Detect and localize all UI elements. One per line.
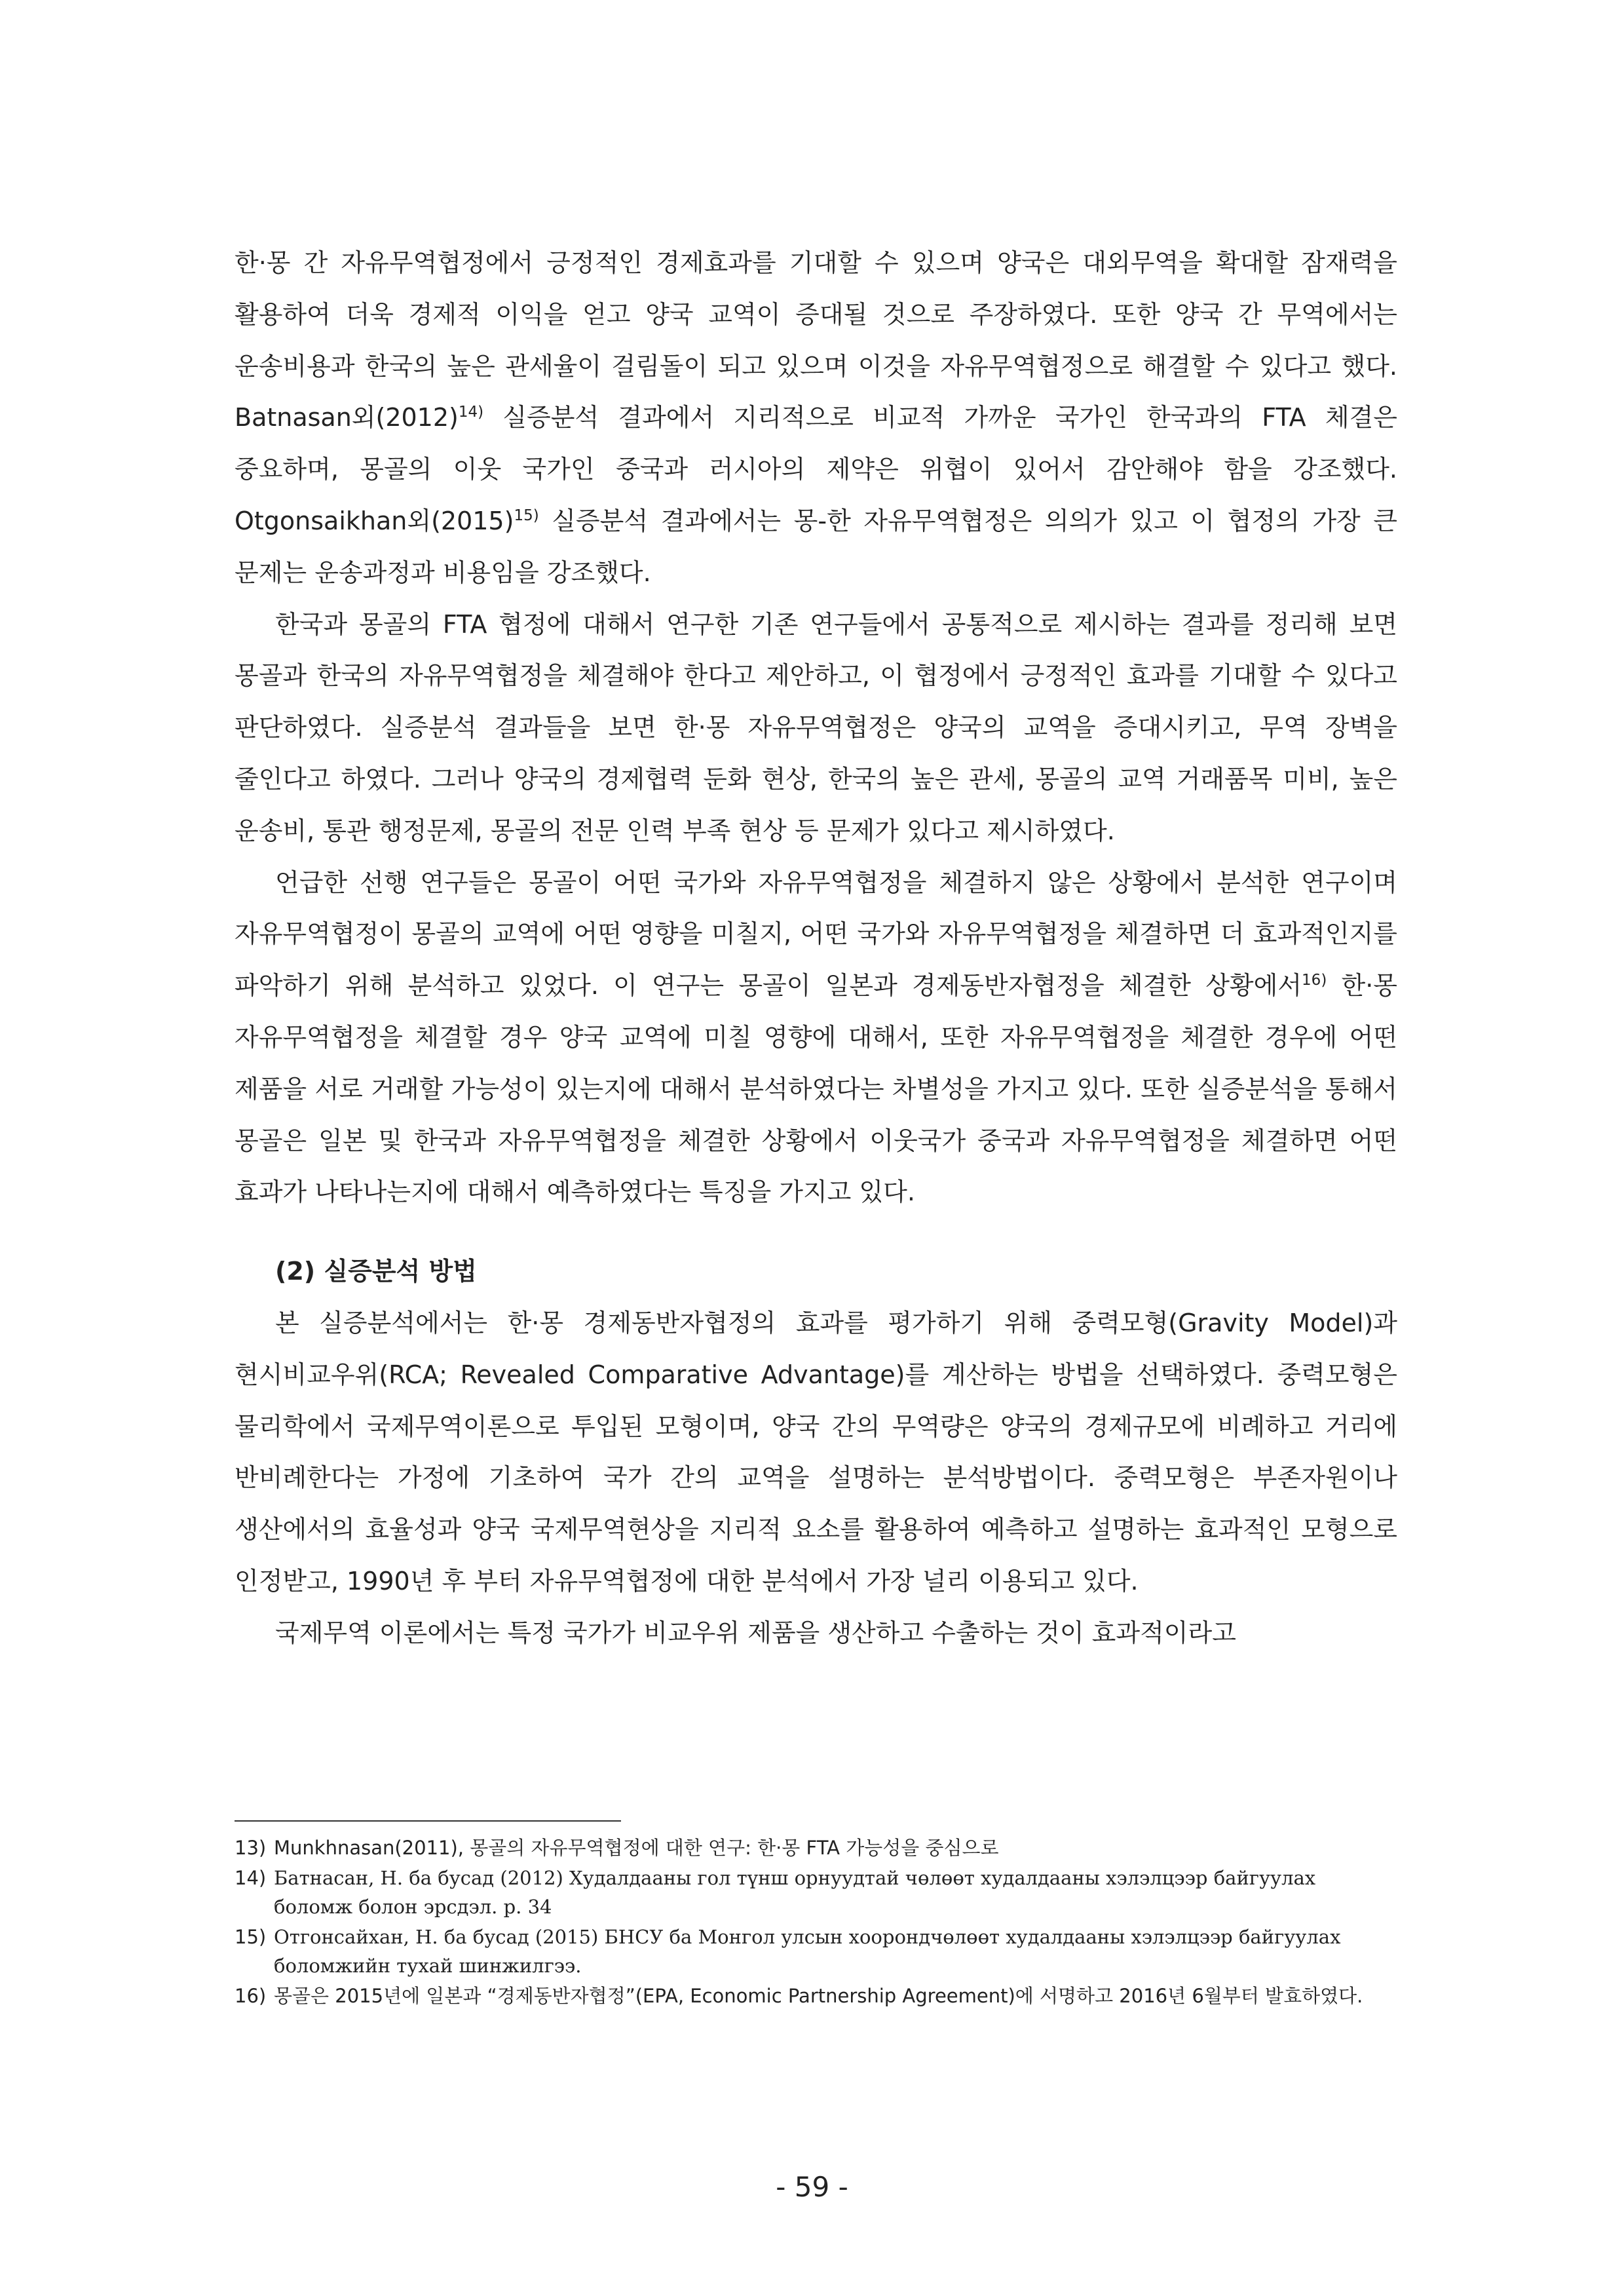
section-heading: (2) 실증분석 방법 <box>275 1257 477 1286</box>
footnote-ref-14[interactable]: 14) <box>458 404 484 421</box>
page-number: - 59 - <box>776 2171 848 2203</box>
footnote-text: Munkhnasan(2011), 몽골의 자유무역협정에 대한 연구: 한·몽 FTA 가능성을 중심으로 <box>274 1837 999 1859</box>
footnote-text: 몽골은 2015년에 일본과 “경제동반자협정”(EPA, Economic Partnership Agreement)에 서명하고 2016년 6월부터 발효하였다. <box>274 1985 1363 2007</box>
footnotes <box>235 1820 1397 2012</box>
footnote-text: Отгонсайхан, Н. ба бусад (2015) БНСУ ба Монгол улсын хоорондчөлөөт худалдааны хэлэлцээр байгуулах боломжийн тухай шинжилгээ. <box>274 1926 1341 1977</box>
paragraph-3-text-b: 한·몽 자유무역협정을 체결할 경우 양국 교역에 미칠 영향에 대해서, 또한 자유무역협정을 체결한 경우에 어떤 제품을 서로 거래할 가능성이 있는지에 대해서 분석하였다는 차별성을 가지고 있다. 또한 실증분석을 통해서 몽골은 일본 및 한국과 자유무역협정을 체결한 상황에서 이웃국가 중국과 자유무역협정을 체결하면 어떤 효과가 나타나는지에 대해서 예측하였다는 특징을 가지고 있다. <box>235 971 1397 1207</box>
footnote-ref-15[interactable]: 15) <box>514 507 539 524</box>
footnote-13 <box>235 1833 1397 1862</box>
footnote-ref-16[interactable]: 16) <box>1302 972 1327 989</box>
footnote-number: 13) <box>235 1837 267 1859</box>
footnote-14 <box>235 1864 1397 1921</box>
paragraph-1-text-b: 실증분석 결과에서 지리적으로 비교적 가까운 국가인 한국과의 FTA 체결은 중요하며, 몽골의 이웃 국가인 중국과 러시아의 제약은 위협이 있어서 감안해야 함을 강조했다. Otgonsaikhan외(2015) <box>235 403 1397 535</box>
paragraph-3 <box>235 857 1397 1219</box>
footnote-number: 16) <box>235 1985 267 2007</box>
paragraph-2: 한국과 몽골의 FTA 협정에 대해서 연구한 기존 연구들에서 공통적으로 제시하는 결과를 정리해 보면 몽골과 한국의 자유무역협정을 체결해야 한다고 제안하고, 이 협정에서 긍정적인 효과를 기대할 수 있다고 판단하였다. 실증분석 결과들을 보면 한·몽 자유무역협정은 양국의 교역을 증대시키고, 무역 장벽을 줄인다고 하였다. 그러나 양국의 경제협력 둔화 현상, 한국의 높은 관세, 몽골의 교역 거래품목 미비, 높은 운송비, 통관 행정문제, 몽골의 전문 인력 부족 현상 등 문제가 있다고 제시하였다. <box>235 609 1397 845</box>
footnote-divider <box>235 1820 621 1822</box>
paragraph-4: 본 실증분석에서는 한·몽 경제동반자협정의 효과를 평가하기 위해 중력모형(Gravity Model)과 현시비교우위(RCA; Revealed Comparative Advantage)를 계산하는 방법을 선택하였다. 중력모형은 물리학에서 국제무역이론으로 투입된 모형이며, 양국 간의 무역량은 양국의 경제규모에 비례하고 거리에 반비례한다는 가정에 기초하여 국가 간의 교역을 설명하는 분석방법이다. 중력모형은 부존자원이나 생산에서의 효율성과 양국 국제무역현상을 지리적 요소를 활용하여 예측하고 설명하는 효과적인 모형으로 인정받고, 1990년 후 부터 자유무역협정에 대한 분석에서 가장 널리 이용되고 있다. <box>235 1308 1397 1596</box>
footnote-16 <box>235 1981 1397 2010</box>
paragraph-1 <box>235 237 1397 599</box>
footnote-number: 14) <box>235 1867 267 1889</box>
footnote-text: Батнасан, Н. ба бусад (2012) Худалдааны гол түнш орнуудтай чөлөөт худалдааны хэлэлцээр байгуулах боломж болон эрсдэл. p. 34 <box>274 1867 1316 1918</box>
paragraph-1-text-c: 실증분석 결과에서는 몽-한 자유무역협정은 의의가 있고 이 협정의 가장 큰 문제는 운송과정과 비용임을 강조했다. <box>235 506 1397 587</box>
paragraph-1-text-a: 한·몽 간 자유무역협정에서 긍정적인 경제효과를 기대할 수 있으며 양국은 대외무역을 확대할 잠재력을 활용하여 더욱 경제적 이익을 얻고 양국 교역이 증대될 것으로 주장하였다. 또한 양국 간 무역에서는 운송비용과 한국의 높은 관세율이 걸림돌이 되고 있으며 이것을 자유무역협정으로 해결할 수 있다고 했다. Batnasan외(2012) <box>235 248 1397 432</box>
paragraph-5: 국제무역 이론에서는 특정 국가가 비교우위 제품을 생산하고 수출하는 것이 효과적이라고 <box>275 1618 1236 1647</box>
body-text <box>235 237 1397 1659</box>
footnote-number: 15) <box>235 1926 267 1948</box>
footnote-15 <box>235 1923 1397 1980</box>
paragraph-3-text-a: 언급한 선행 연구들은 몽골이 어떤 국가와 자유무역협정을 체결하지 않은 상황에서 분석한 연구이며 자유무역협정이 몽골의 교역에 어떤 영향을 미칠지, 어떤 국가와 자유무역협정을 체결하면 더 효과적인지를 파악하기 위해 분석하고 있었다. 이 연구는 몽골이 일본과 경제동반자협정을 체결한 상황에서 <box>235 868 1397 1001</box>
